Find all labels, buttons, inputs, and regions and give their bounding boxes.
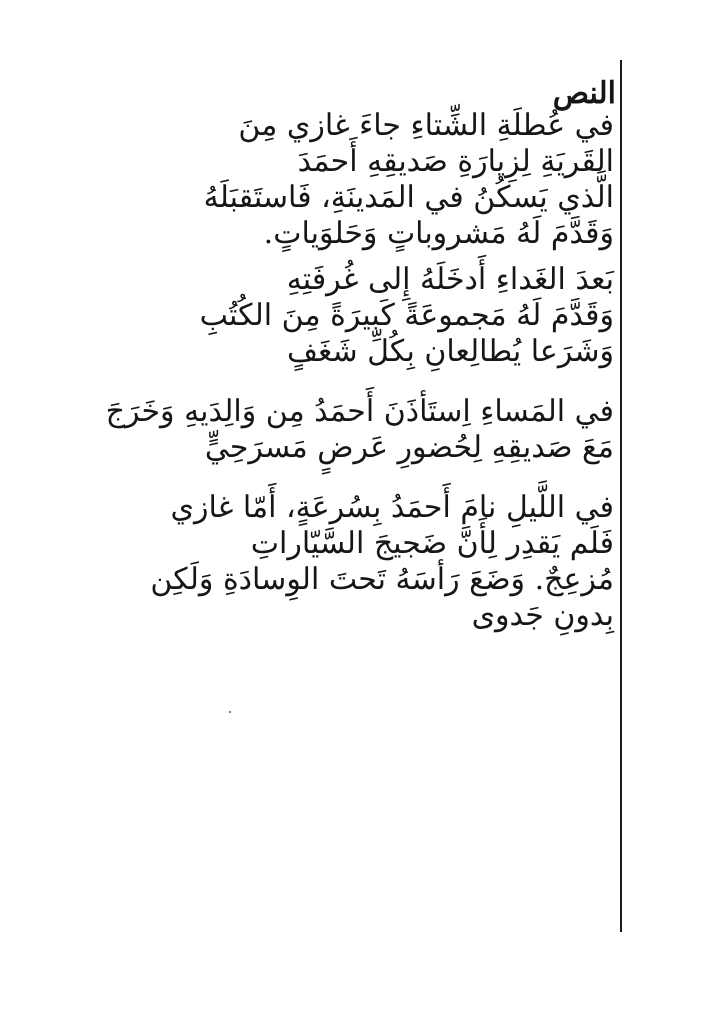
text-line: بِدونِ جَدوى: [471, 598, 614, 633]
page-title: النص: [552, 76, 616, 111]
text-line: بَعدَ الغَداءِ أَدخَلَهُ إِلى غُرفَتِهِ: [286, 262, 614, 297]
margin-line: [620, 60, 622, 932]
text-line: في المَساءِ اِستَأذَنَ أَحمَدُ مِن وَالِدَيهِ وَخَرَجَ: [105, 394, 614, 429]
text-line: وَقَدَّمَ لَهُ مَشروباتٍ وَحَلوَياتٍ.: [263, 216, 614, 251]
text-line: في عُطلَةِ الشِّتاءِ جاءَ غازي مِنَ: [238, 108, 614, 143]
text-line: مُزعِجٌ. وَضَعَ رَأسَهُ تَحتَ الوِسادَةِ وَلَكِن: [150, 562, 614, 597]
text-line: القَريَةِ لِزِيارَةِ صَديقِهِ أَحمَدَ: [297, 144, 614, 179]
scan-speck: [229, 711, 231, 713]
paragraph-2: [200, 262, 614, 370]
text-line: فَلَم يَقدِر لِأَنَّ ضَجيجَ السَّيّاراتِ: [250, 526, 614, 561]
paragraph-1: [204, 108, 614, 252]
text-line: وَقَدَّمَ لَهُ مَجموعَةً كَبيرَةً مِنَ الكُتُبِ: [199, 298, 614, 333]
text-line: الَّذي يَسكُنُ في المَدينَةِ، فَاستَقبَلَهُ: [203, 180, 614, 215]
paragraph-3: [106, 394, 614, 466]
text-line: في اللَّيلِ نامَ أَحمَدُ بِسُرعَةٍ، أَمّا غازي: [170, 490, 614, 525]
text-line: مَعَ صَديقِهِ لِحُضورِ عَرضٍ مَسرَحِيٍّ: [204, 430, 614, 465]
text-line: وَشَرَعا يُطالِعانِ بِكُلِّ شَغَفٍ: [286, 334, 614, 369]
paragraph-4: [150, 490, 614, 634]
